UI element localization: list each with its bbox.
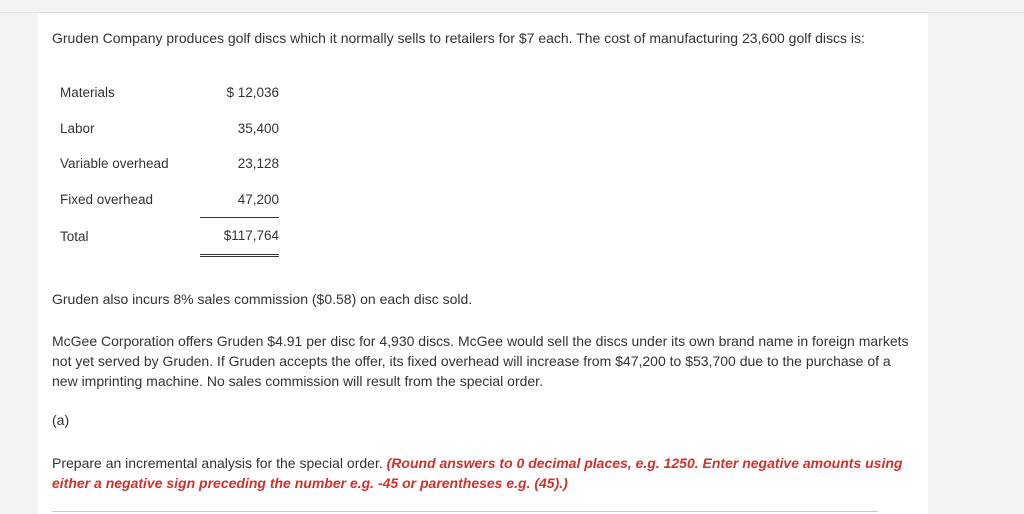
- task-paragraph: [52, 453, 912, 493]
- cost-amount-total: $117,764: [223, 228, 279, 244]
- cost-label-total: Total: [60, 228, 89, 244]
- table-row: [58, 111, 279, 147]
- task-text: Prepare an incremental analysis for the special order.: [52, 455, 387, 471]
- top-bar: [0, 0, 1024, 13]
- cost-label-variable-overhead: Variable overhead: [60, 156, 169, 172]
- cost-label-fixed-overhead: Fixed overhead: [60, 192, 154, 207]
- cost-amount-labor: 35,400: [237, 120, 279, 136]
- question-card: [38, 13, 928, 514]
- cost-label-labor: Labor: [60, 120, 95, 136]
- cost-amount-materials: $ 12,036: [226, 85, 279, 101]
- cost-label-materials: Materials: [60, 85, 115, 101]
- problem-intro: Gruden Company produces golf discs which it normally sells to retailers for $7 each. The cost of manufacturing 23,600 golf discs is:: [52, 30, 865, 46]
- table-row: [58, 218, 279, 256]
- divider: [52, 511, 878, 512]
- cost-amount-fixed-overhead: 47,200: [237, 191, 279, 207]
- cost-table: [58, 75, 279, 257]
- table-row: [58, 182, 279, 218]
- offer-paragraph: McGee Corporation offers Gruden $4.91 per disc for 4,930 discs. McGee would sell the discs under its own brand name in foreign markets not yet served by Gruden. If Gruden accepts the offer, its fixed overhead will increase from $47,200 to $53,700 due to the purchase of a new imprinting machine. No sales commission will result from the special order.: [52, 333, 909, 389]
- cost-amount-variable-overhead: 23,128: [237, 156, 279, 172]
- part-label: (a): [52, 412, 70, 428]
- rounding-instruction: (Round answers to 0 decimal places, e.g. 1250. Enter negative amounts using either a negative sign preceding the number e.g. -45 or parentheses e.g. (45).): [52, 455, 903, 491]
- table-row: [58, 146, 279, 182]
- commission-paragraph: Gruden also incurs 8% sales commission ($0.58) on each disc sold.: [52, 291, 473, 307]
- table-row: [58, 75, 279, 111]
